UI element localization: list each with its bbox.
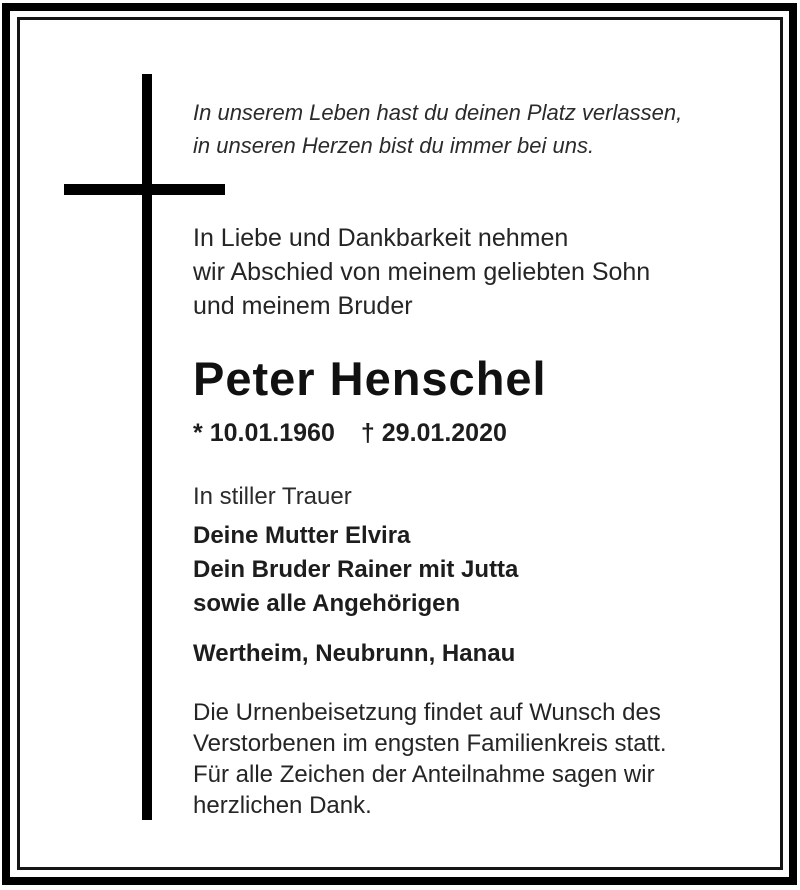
epigraph-line-1: In unserem Leben hast du deinen Platz verlassen,	[193, 100, 683, 125]
mourning-heading: In stiller Trauer	[193, 483, 352, 510]
mourner-line-3: sowie alle Angehörigen	[193, 590, 461, 617]
died-cross-symbol: †	[360, 419, 375, 447]
intro-paragraph	[193, 221, 650, 323]
mourner-line-1: Deine Mutter Elvira	[193, 522, 411, 549]
closing-line-1: Die Urnenbeisetzung findet auf Wunsch des	[193, 699, 661, 726]
epigraph-line-2: in unseren Herzen bist du immer bei uns.	[193, 133, 595, 158]
mourners-list	[193, 519, 518, 621]
closing-line-4: herzlichen Dank.	[193, 792, 372, 819]
intro-line-3: und meinem Bruder	[193, 292, 413, 320]
deceased-name: Peter Henschel	[193, 352, 547, 405]
intro-line-1: In Liebe und Dankbarkeit nehmen	[193, 224, 569, 252]
closing-line-2: Verstorbenen im engsten Familienkreis statt.	[193, 730, 667, 757]
closing-line-3: Für alle Zeichen der Anteilnahme sagen wir	[193, 761, 655, 788]
intro-line-2: wir Abschied von meinem geliebten Sohn	[193, 258, 651, 286]
born-symbol: *	[193, 419, 203, 447]
epigraph	[193, 96, 682, 162]
closing-paragraph	[193, 697, 667, 821]
cross-icon-horizontal-bar	[64, 184, 225, 195]
mourner-line-2: Dein Bruder Rainer mit Jutta	[193, 556, 519, 583]
death-date	[361, 419, 507, 447]
birth-date-value: 10.01.1960	[209, 419, 335, 447]
death-date-value: 29.01.2020	[381, 419, 507, 447]
places-line: Wertheim, Neubrunn, Hanau	[193, 640, 516, 667]
birth-date	[193, 419, 335, 447]
life-dates	[193, 419, 507, 448]
